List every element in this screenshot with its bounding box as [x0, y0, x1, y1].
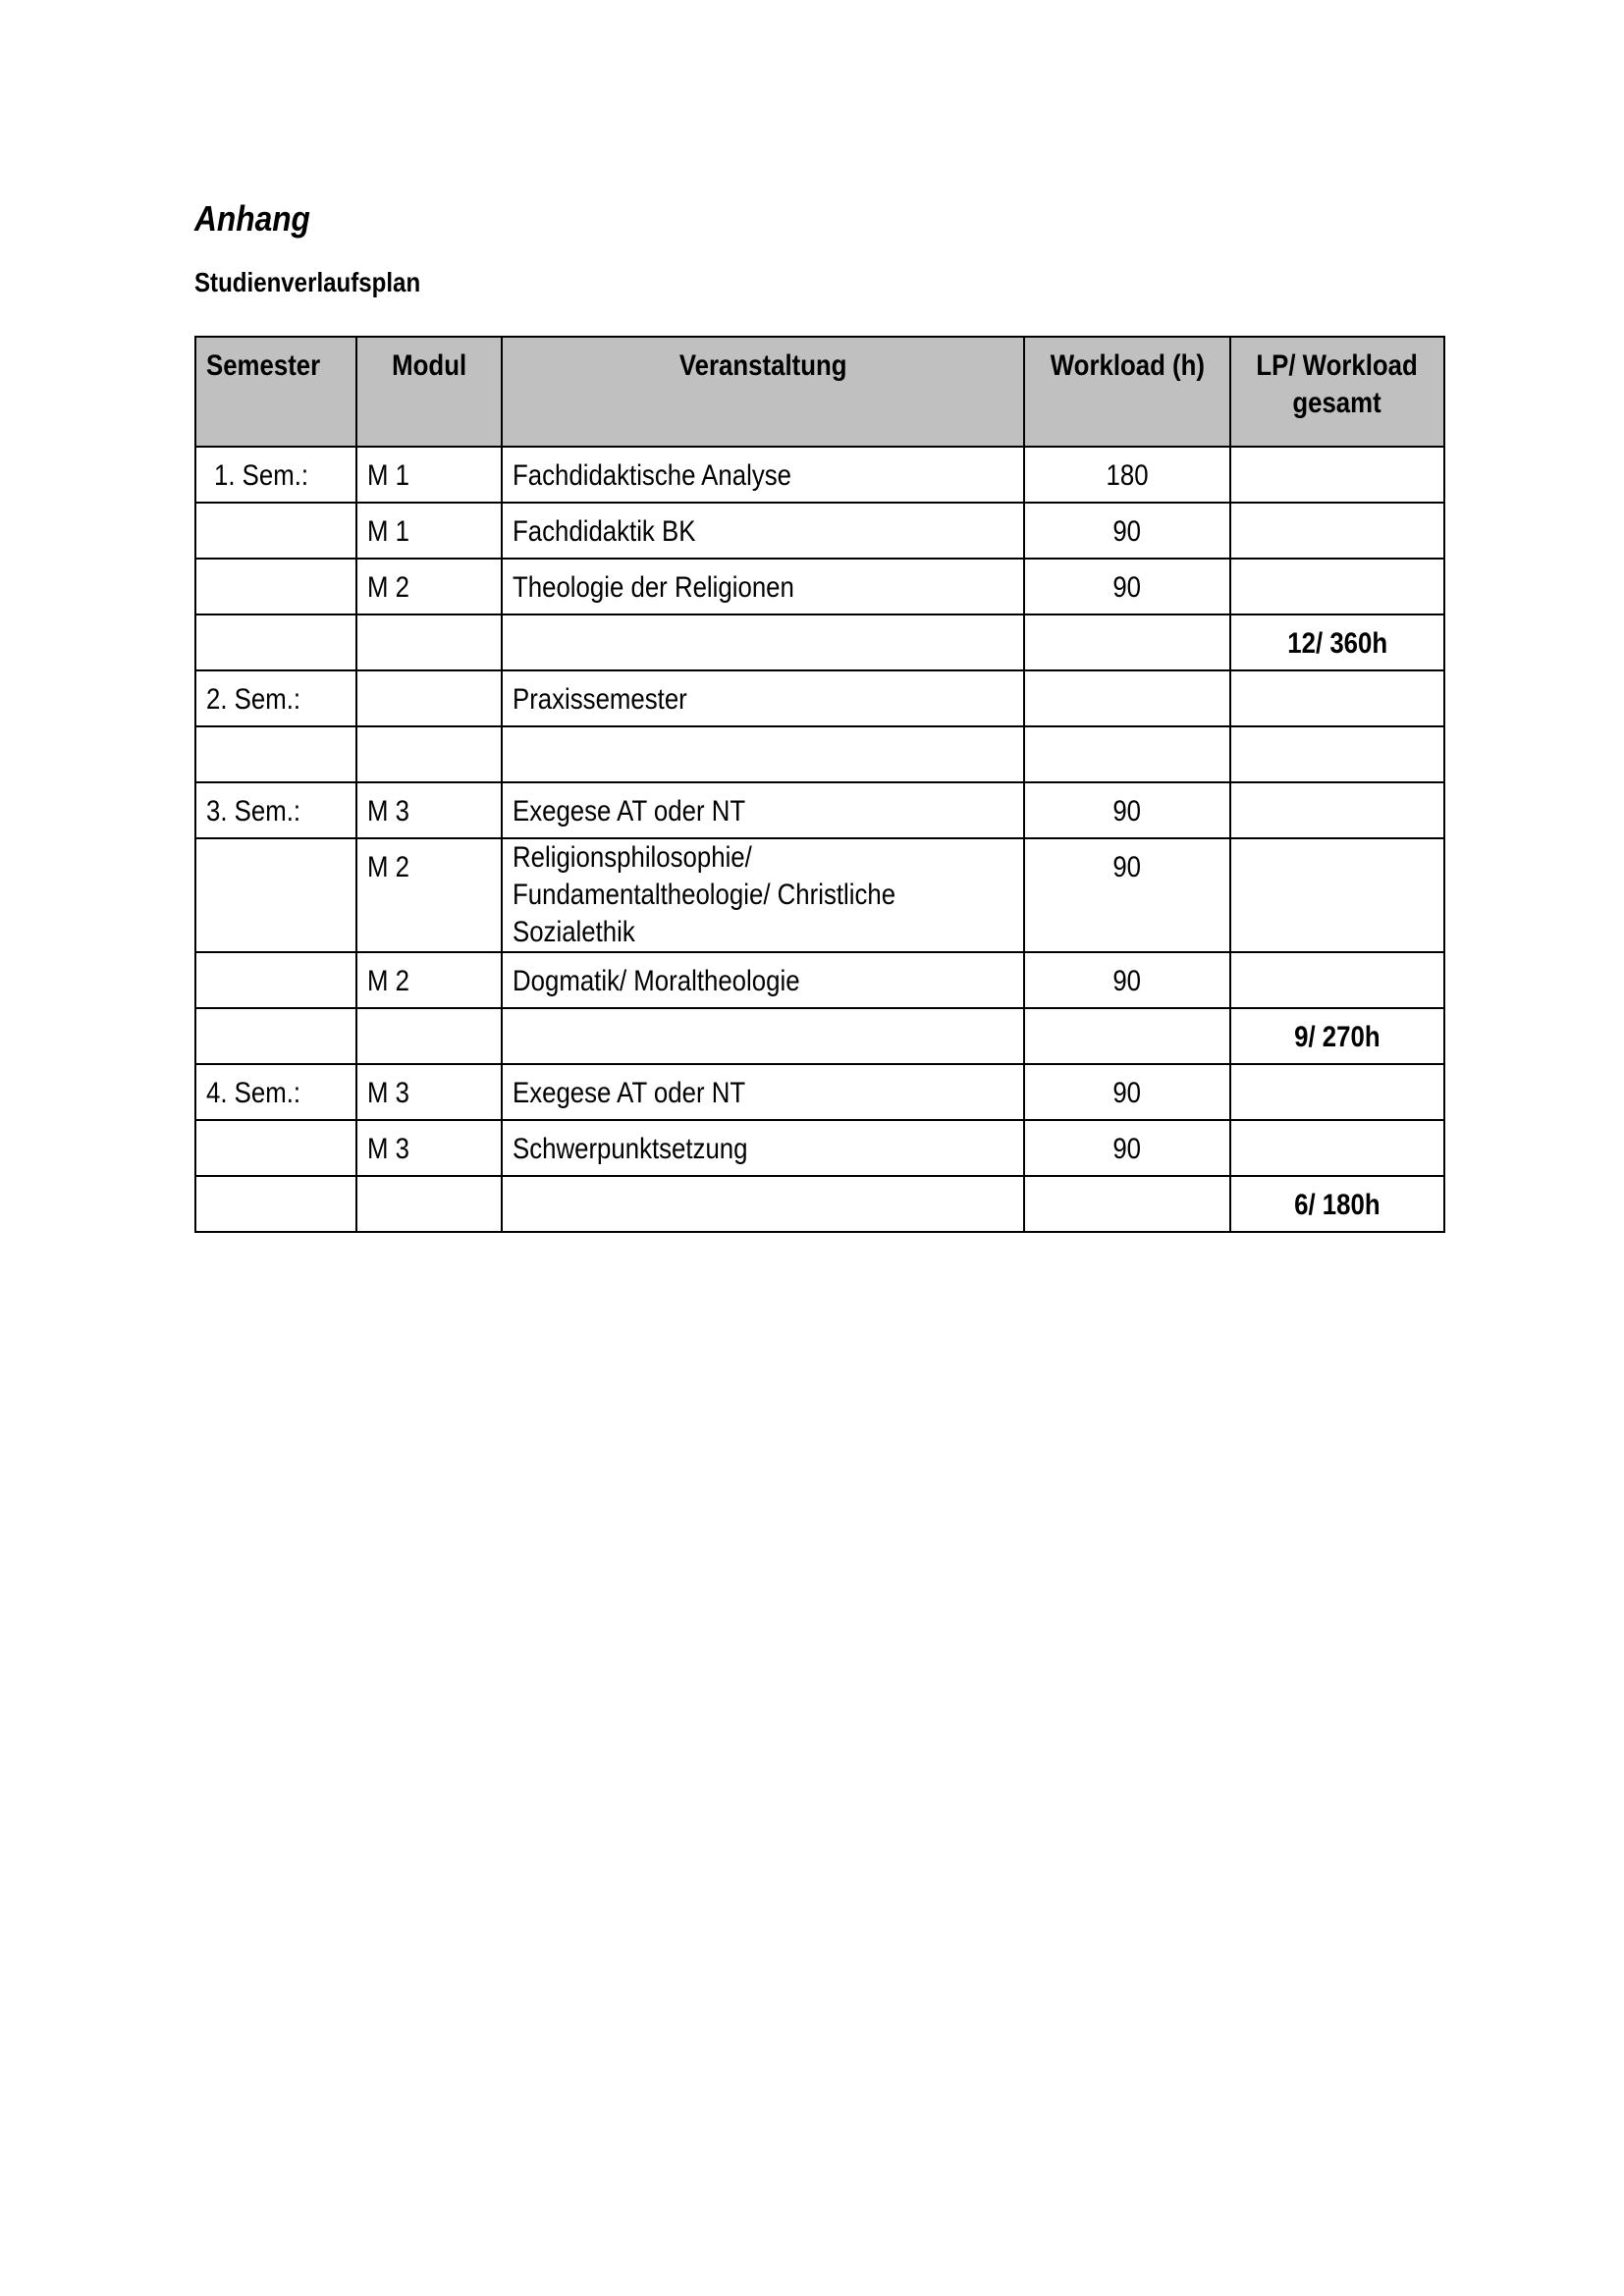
cell-veranstaltung: Religionsphilosophie/ Fundamentaltheologie/ Christliche Sozialethik [502, 838, 1024, 952]
header-lp-workload-gesamt: LP/ Workload gesamt [1230, 337, 1444, 447]
cell-modul: M 3 [356, 782, 502, 838]
table-row [195, 670, 1444, 726]
table-row [195, 952, 1444, 1008]
cell-semester: 1. Sem.: [195, 447, 356, 503]
cell-gesamt [1230, 1064, 1444, 1120]
cell-workload [1024, 614, 1230, 670]
cell-veranstaltung [502, 614, 1024, 670]
cell-gesamt-total: 6/ 180h [1230, 1176, 1444, 1232]
header-workload: Workload (h) [1024, 337, 1230, 447]
cell-modul [356, 1008, 502, 1064]
table-row [195, 1064, 1444, 1120]
cell-semester [195, 559, 356, 614]
header-veranstaltung: Veranstaltung [502, 337, 1024, 447]
cell-veranstaltung: Schwerpunktsetzung [502, 1120, 1024, 1176]
cell-gesamt-total: 9/ 270h [1230, 1008, 1444, 1064]
cell-semester [195, 952, 356, 1008]
cell-semester [195, 1176, 356, 1232]
cell-semester [195, 838, 356, 952]
cell-gesamt [1230, 559, 1444, 614]
cell-modul [356, 726, 502, 782]
cell-semester [195, 1008, 356, 1064]
cell-semester [195, 726, 356, 782]
cell-workload [1024, 1176, 1230, 1232]
cell-modul: M 2 [356, 559, 502, 614]
cell-modul: M 2 [356, 952, 502, 1008]
header-semester: Semester [195, 337, 356, 447]
appendix-heading: Anhang [194, 198, 310, 239]
table-body [195, 447, 1444, 1232]
cell-workload: 90 [1024, 503, 1230, 559]
cell-semester [195, 1120, 356, 1176]
cell-veranstaltung: Dogmatik/ Moraltheologie [502, 952, 1024, 1008]
cell-workload: 90 [1024, 559, 1230, 614]
cell-modul: M 3 [356, 1120, 502, 1176]
cell-semester: 3. Sem.: [195, 782, 356, 838]
study-plan-subheading: Studienverlaufsplan [194, 267, 421, 297]
cell-veranstaltung [502, 726, 1024, 782]
cell-veranstaltung [502, 1008, 1024, 1064]
table-row [195, 1176, 1444, 1232]
cell-workload [1024, 1008, 1230, 1064]
cell-gesamt [1230, 503, 1444, 559]
cell-veranstaltung: Exegese AT oder NT [502, 782, 1024, 838]
cell-modul: M 2 [356, 838, 502, 952]
cell-veranstaltung [502, 1176, 1024, 1232]
cell-workload: 90 [1024, 952, 1230, 1008]
cell-gesamt [1230, 1120, 1444, 1176]
cell-gesamt-total: 12/ 360h [1230, 614, 1444, 670]
cell-workload [1024, 670, 1230, 726]
cell-workload [1024, 726, 1230, 782]
cell-veranstaltung: Fachdidaktik BK [502, 503, 1024, 559]
cell-semester [195, 503, 356, 559]
cell-veranstaltung: Theologie der Religionen [502, 559, 1024, 614]
cell-workload: 90 [1024, 1064, 1230, 1120]
cell-veranstaltung: Exegese AT oder NT [502, 1064, 1024, 1120]
table-row [195, 1008, 1444, 1064]
header-modul: Modul [356, 337, 502, 447]
table-row [195, 503, 1444, 559]
cell-modul: M 3 [356, 1064, 502, 1120]
cell-gesamt [1230, 838, 1444, 952]
cell-veranstaltung: Fachdidaktische Analyse [502, 447, 1024, 503]
cell-modul: M 1 [356, 503, 502, 559]
cell-semester [195, 614, 356, 670]
table-row [195, 838, 1444, 952]
cell-semester: 2. Sem.: [195, 670, 356, 726]
cell-modul: M 1 [356, 447, 502, 503]
study-plan-table [194, 336, 1445, 1233]
cell-modul [356, 670, 502, 726]
table-row [195, 559, 1444, 614]
cell-workload: 180 [1024, 447, 1230, 503]
table-row [195, 1120, 1444, 1176]
cell-workload: 90 [1024, 1120, 1230, 1176]
cell-workload: 90 [1024, 782, 1230, 838]
table-row [195, 614, 1444, 670]
cell-veranstaltung: Praxissemester [502, 670, 1024, 726]
cell-modul [356, 1176, 502, 1232]
cell-gesamt [1230, 447, 1444, 503]
cell-gesamt [1230, 670, 1444, 726]
cell-workload: 90 [1024, 838, 1230, 952]
cell-modul [356, 614, 502, 670]
cell-semester: 4. Sem.: [195, 1064, 356, 1120]
cell-gesamt [1230, 952, 1444, 1008]
table-row [195, 447, 1444, 503]
table-header-row [195, 337, 1444, 447]
cell-gesamt [1230, 782, 1444, 838]
table-row [195, 726, 1444, 782]
table-row [195, 782, 1444, 838]
cell-gesamt [1230, 726, 1444, 782]
